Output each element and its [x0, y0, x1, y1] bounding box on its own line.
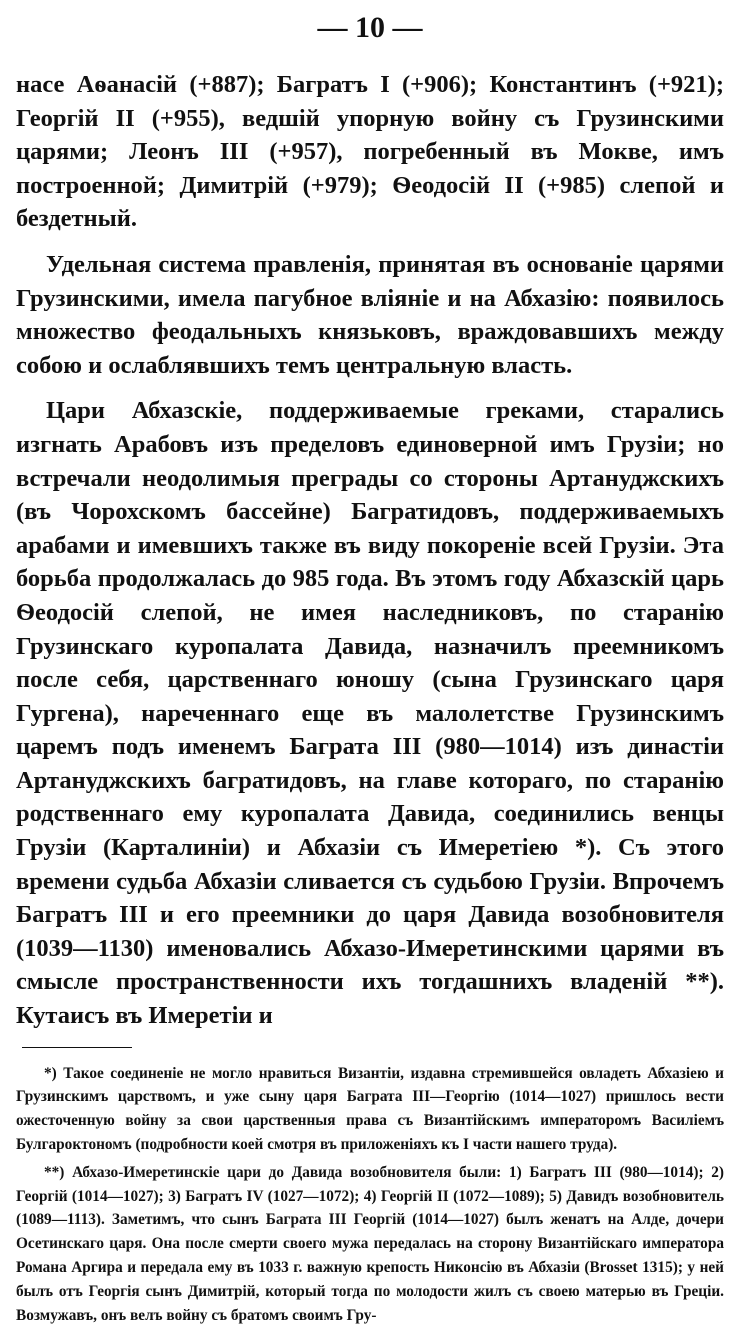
book-page: [16, 10, 724, 1324]
page-number: — 10 —: [317, 11, 423, 44]
footnote: **) Абхазо-Имеретинскіе цари до Давида возобновителя были: 1) Багратъ III (980—1014); 2) Георгій (1014—1027); 3) Багратъ IV (1027—1072); 4) Георгій II (1072—1089); 5) Давидъ возобновитель (1089—1113). Заметимъ, что сынъ Баграта III Георгій (1014—1027) былъ женатъ на Алде, дочери Осетинскаго царя. Она после смерти своего мужа передалась на сторону Византійскаго императора Романа Аргира и передала ему въ 1033 г. важную крепость Никонсію въ Абхазіи (Brosset 1315); у ней былъ отъ Георгія сынъ Димитрій, который тогда по молодости жилъ съ своею матерью въ Греціи. Возмужавъ, онъ велъ войну съ братомъ своимъ Гру-: [16, 1163, 724, 1324]
paragraph: насе Аѳанасій (+887); Багратъ I (+906); Константинъ (+921); Георгій II (+955), ведшій упорную войну съ Грузинскими царями; Леонъ III (+957), погребенный въ Мокве, имъ построенной; Димитрій (+979); Ѳеодосій II (+985) слепой и бездетный.: [16, 71, 724, 233]
paragraph: Удельная система правленія, принятая въ основаніе царями Грузинскими, имела пагубное вліяніе и на Абхазію: появилось множество феодальныхъ князьковъ, враждовавшихъ между собою и ослаблявшихъ темъ центральную власть.: [16, 250, 724, 379]
footnotes: [16, 1062, 724, 1327]
footnote: *) Такое соединеніе не могло нравиться Византіи, издавна стремившейся овладеть Абхазіею и Грузинскимъ царствомъ, и уже сыну царя Баграта III—Георгію (1014—1027) пришлось вести ожесточенную войну за свои царственныя права съ Византійскимъ императоромъ Василіемъ Булгароктономъ (подробности коей смотря въ приложеніяхъ къ I части нашего труда).: [16, 1064, 724, 1154]
paragraph: Цари Абхазскіе, поддерживаемые греками, старались изгнать Арабовъ изъ пределовъ единоверной имъ Грузіи; но встречали неодолимыя преграды со стороны Артануджскихъ (въ Чорохскомъ бассейне) Багратидовъ, поддерживаемыхъ арабами и имевшихъ также въ виду покореніе всей Грузіи. Эта борьба продолжалась до 985 года. Въ этомъ году Абхазскій царь Ѳеодосій слепой, не имея наследниковъ, по старанію Грузинскаго куропалата Давида, назначилъ преемникомъ после себя, царственнаго юношу (сына Грузинскаго царя Гургена), нареченнаго еще въ малолетстве Грузинскимъ царемъ подъ именемъ Баграта III (980—1014) изъ династіи Артануджскихъ багратидовъ, на главе котораго, по старанію родственнаго ему куропалата Давида, соединились венцы Грузіи (Карталиніи) и Абхазіи съ Имеретіею *). Съ этого времени судьба Абхазіи сливается съ судьбою Грузіи. Впрочемъ Багратъ III и его преемники до царя Давида возобновителя (1039—1130) именовались Абхазо-Имеретинскими царями въ смысле пространственности ихъ тогдашнихъ владеній **). Кутаисъ въ Имеретіи и: [16, 397, 724, 1030]
main-text: [16, 68, 724, 1033]
footnote-divider: [22, 1047, 132, 1048]
